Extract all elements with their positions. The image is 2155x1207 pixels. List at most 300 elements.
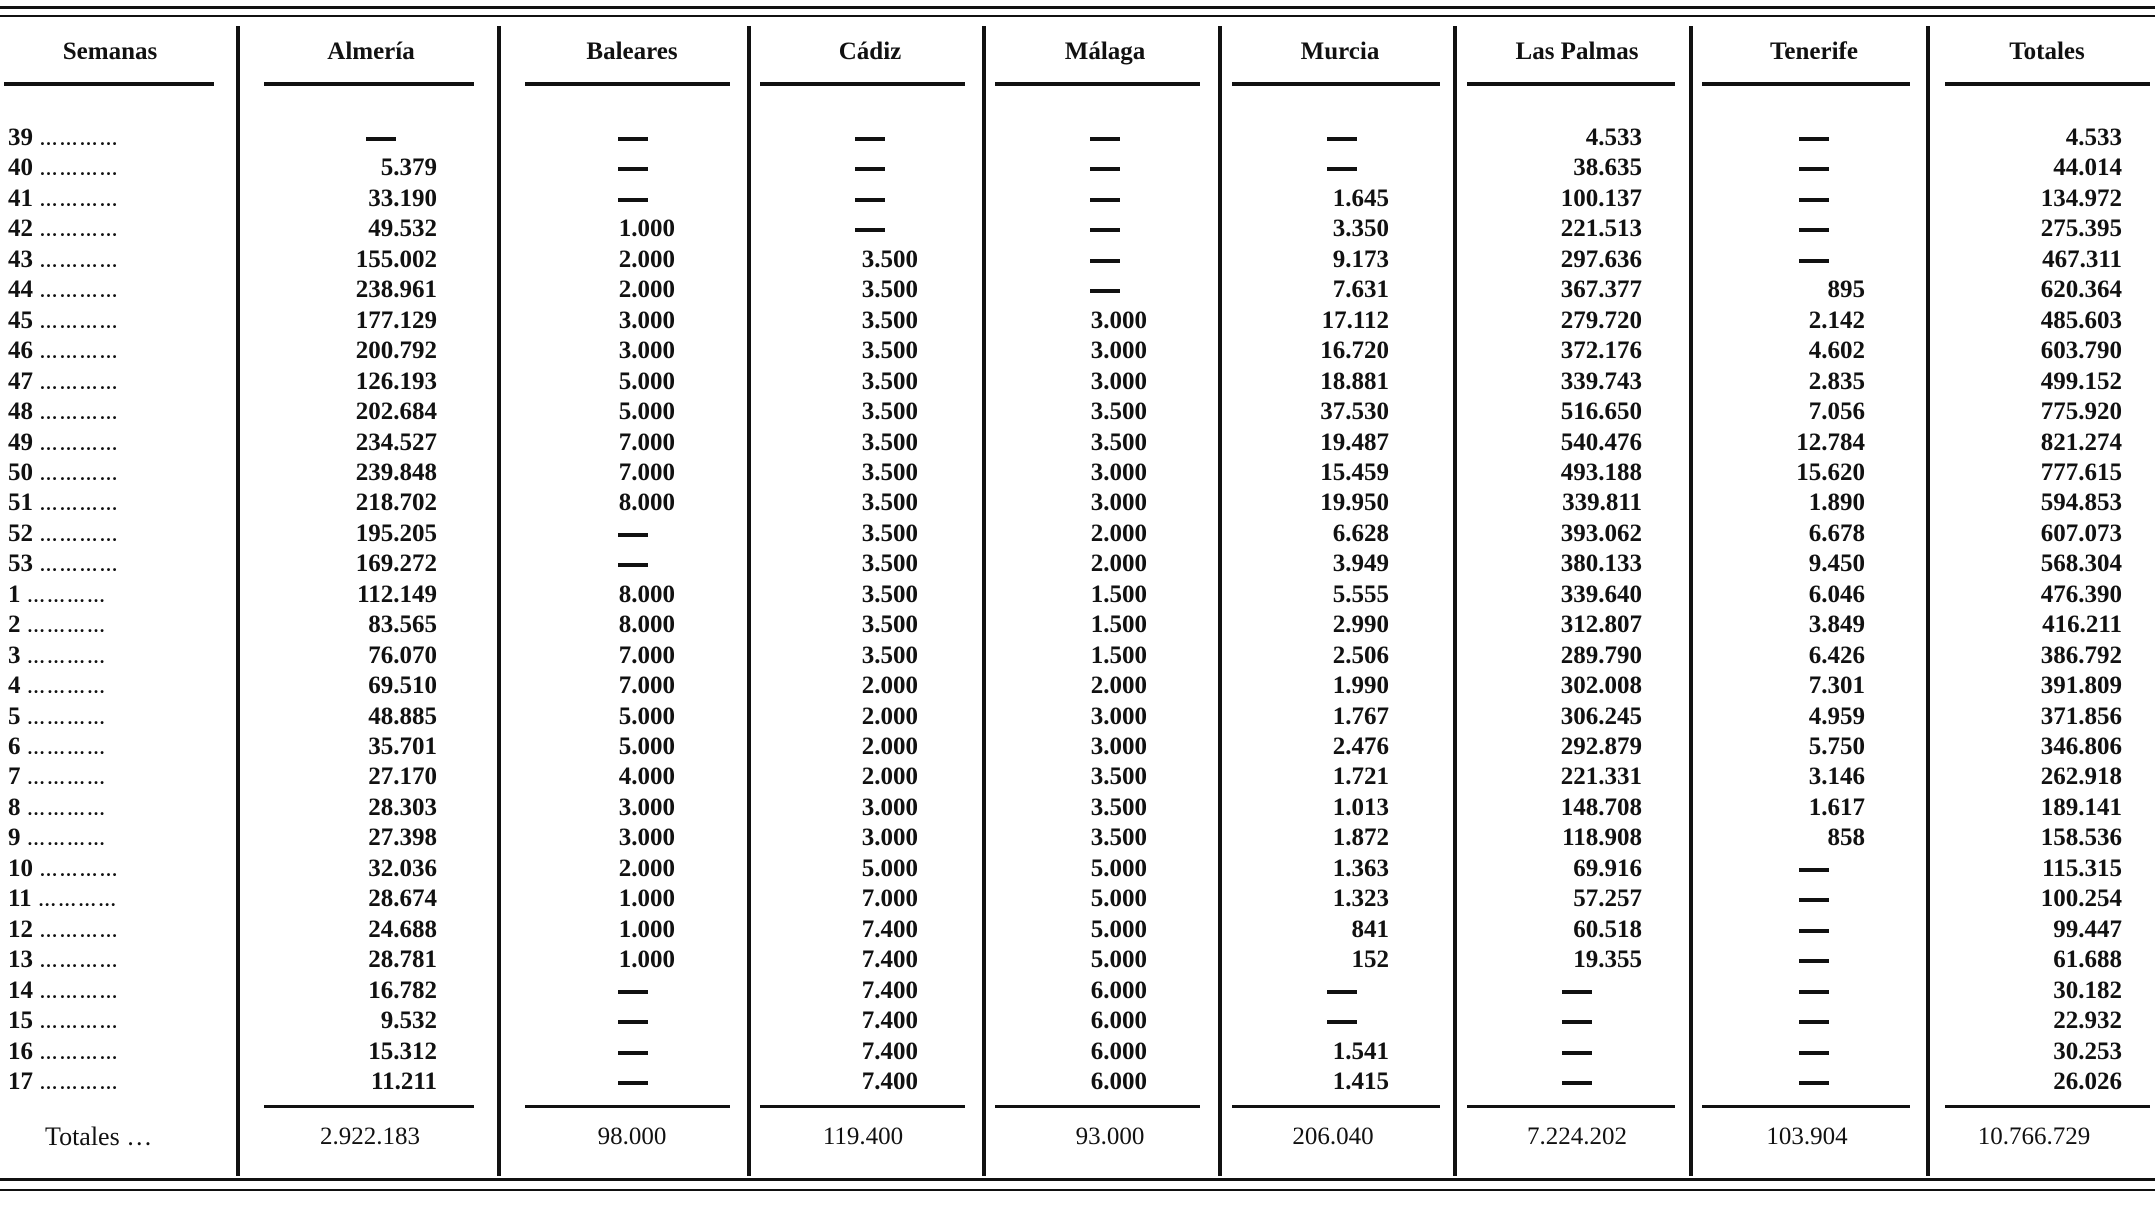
- week-label: 16 …………: [8, 1037, 120, 1068]
- table-cell: 2.000: [1090, 550, 1147, 578]
- empty-dash: [1799, 990, 1829, 994]
- top-rule-2: [0, 15, 2155, 17]
- table-cell: 516.650: [1560, 398, 1642, 426]
- table-cell: 1.500: [1090, 641, 1147, 669]
- table-cell: 19.355: [1573, 946, 1642, 974]
- week-label: 5 …………: [8, 702, 107, 733]
- table-cell: 620.364: [2040, 276, 2122, 304]
- bottom-rule: [0, 1178, 2155, 1181]
- empty-dash: [618, 167, 648, 171]
- table-cell: 499.152: [2040, 367, 2122, 395]
- table-cell: 115.315: [2042, 854, 2122, 882]
- table-cell: 6.678: [1808, 519, 1865, 547]
- table-cell: 7.000: [618, 672, 675, 700]
- table-cell: 7.400: [861, 915, 918, 943]
- table-cell: 2.000: [861, 702, 918, 730]
- empty-dash: [618, 137, 648, 141]
- table-cell: 306.245: [1560, 702, 1642, 730]
- table-cell: 391.809: [2040, 672, 2122, 700]
- table-cell: 11.211: [371, 1067, 437, 1095]
- table-cell: 30.182: [2053, 976, 2122, 1004]
- table-cell: 148.708: [1560, 793, 1642, 821]
- table-cell: 44.014: [2053, 154, 2122, 182]
- table-cell: 2.000: [618, 245, 675, 273]
- table-cell: 126.193: [355, 367, 437, 395]
- table-cell: 5.555: [1332, 580, 1389, 608]
- empty-dash: [618, 1020, 648, 1024]
- table-cell: 3.500: [1090, 793, 1147, 821]
- week-label: 8 …………: [8, 793, 107, 824]
- table-cell: 5.000: [1090, 885, 1147, 913]
- empty-dash: [1562, 1051, 1592, 1055]
- column-header: Totales: [2009, 38, 2085, 65]
- totals-cell: 103.904: [1766, 1123, 1848, 1150]
- table-cell: 6.628: [1332, 519, 1389, 547]
- table-cell: 3.500: [861, 245, 918, 273]
- top-rule: [0, 6, 2155, 9]
- table-cell: 5.000: [618, 733, 675, 760]
- empty-dash: [1090, 289, 1120, 293]
- table-cell: 238.961: [355, 276, 437, 304]
- totals-cell: 206.040: [1292, 1123, 1374, 1150]
- table-cell: 2.000: [618, 276, 675, 304]
- totals-rule: [525, 1105, 730, 1108]
- table-cell: 5.750: [1808, 733, 1865, 760]
- table-cell: 5.000: [1090, 915, 1147, 943]
- bottom-rule-2: [0, 1189, 2155, 1191]
- table-cell: 3.000: [861, 793, 918, 821]
- table-cell: 4.533: [2065, 124, 2122, 151]
- empty-dash: [1799, 228, 1829, 232]
- table-cell: 1.767: [1332, 702, 1389, 730]
- header-underline: [264, 82, 474, 86]
- table-cell: 3.000: [1090, 458, 1147, 486]
- table-cell: 1.617: [1808, 793, 1865, 821]
- table-cell: 28.674: [368, 885, 437, 913]
- empty-dash: [1090, 198, 1120, 202]
- header-underline: [1467, 82, 1675, 86]
- week-label: 13 …………: [8, 945, 120, 976]
- totals-rule: [995, 1105, 1200, 1108]
- table-cell: 7.400: [861, 976, 918, 1004]
- totals-cell: 7.224.202: [1527, 1123, 1627, 1150]
- table-cell: 35.701: [368, 733, 437, 760]
- table-cell: 3.000: [618, 824, 675, 852]
- table-cell: 841: [1351, 915, 1389, 943]
- table-cell: 339.640: [1560, 580, 1642, 608]
- table-cell: 3.500: [861, 428, 918, 456]
- totals-cell: 2.922.183: [320, 1123, 420, 1150]
- empty-dash: [1799, 898, 1829, 902]
- table-cell: 12.784: [1796, 428, 1865, 456]
- table-cell: 3.000: [1090, 337, 1147, 365]
- table-cell: 5.000: [618, 702, 675, 730]
- table-cell: 3.500: [1090, 398, 1147, 426]
- table-cell: 152: [1351, 946, 1389, 974]
- table-cell: 2.000: [861, 763, 918, 791]
- table-cell: 3.500: [861, 641, 918, 669]
- column-divider: [1218, 26, 1222, 1176]
- table-cell: 416.211: [2042, 611, 2122, 639]
- table-cell: 1.645: [1332, 184, 1389, 212]
- table-cell: 17.112: [1321, 306, 1389, 334]
- table-cell: 202.684: [355, 398, 437, 426]
- empty-dash: [618, 1081, 648, 1085]
- table-cell: 7.000: [618, 641, 675, 669]
- table-cell: 367.377: [1560, 276, 1642, 304]
- column-header: Las Palmas: [1515, 38, 1639, 65]
- table-cell: 7.000: [861, 885, 918, 913]
- table-cell: 32.036: [368, 854, 437, 882]
- table-cell: 6.000: [1090, 1037, 1147, 1065]
- table-cell: 112.149: [357, 580, 437, 608]
- table-cell: 15.312: [368, 1037, 437, 1065]
- table-cell: 24.688: [368, 915, 437, 943]
- table-cell: 9.532: [380, 1007, 437, 1035]
- empty-dash: [1562, 1081, 1592, 1085]
- table-cell: 3.500: [861, 337, 918, 365]
- table-cell: 3.949: [1332, 550, 1389, 578]
- column-header: Cádiz: [838, 38, 902, 65]
- table-cell: 2.000: [618, 854, 675, 882]
- table-cell: 3.000: [1090, 306, 1147, 334]
- table-cell: 3.000: [1090, 367, 1147, 395]
- table-cell: 7.400: [861, 1007, 918, 1035]
- table-cell: 3.500: [861, 367, 918, 395]
- week-label: 53 …………: [8, 549, 120, 580]
- totals-rule: [1467, 1105, 1675, 1108]
- table-cell: 15.620: [1796, 458, 1865, 486]
- table-cell: 1.500: [1090, 580, 1147, 608]
- header-underline: [1232, 82, 1440, 86]
- table-cell: 16.720: [1320, 337, 1389, 365]
- table-cell: 37.530: [1320, 398, 1389, 426]
- empty-dash: [618, 533, 648, 537]
- table-cell: 30.253: [2053, 1037, 2122, 1065]
- totals-cell: 119.400: [822, 1123, 904, 1150]
- week-label: 41 …………: [8, 184, 120, 215]
- table-cell: 19.950: [1320, 489, 1389, 517]
- table-cell: 607.073: [2040, 519, 2122, 547]
- week-label: 44 …………: [8, 275, 120, 306]
- empty-dash: [1799, 1020, 1829, 1024]
- week-label: 52 …………: [8, 519, 120, 550]
- table-cell: 1.000: [618, 885, 675, 913]
- table-cell: 279.720: [1560, 306, 1642, 334]
- table-cell: 3.000: [618, 793, 675, 821]
- table-cell: 7.000: [618, 428, 675, 456]
- header-underline: [995, 82, 1200, 86]
- week-label: 11 …………: [8, 884, 118, 915]
- header-underline: [760, 82, 965, 86]
- table-cell: 38.635: [1573, 154, 1642, 182]
- table-cell: 3.000: [1090, 489, 1147, 517]
- table-cell: 476.390: [2040, 580, 2122, 608]
- table-cell: 28.303: [368, 793, 437, 821]
- table-cell: 49.532: [368, 215, 437, 243]
- column-header: Almería: [327, 38, 415, 65]
- table-cell: 262.918: [2040, 763, 2122, 791]
- table-cell: 3.500: [1090, 428, 1147, 456]
- table-cell: 568.304: [2040, 550, 2122, 578]
- table-cell: 346.806: [2040, 733, 2122, 760]
- column-header: Semanas: [62, 38, 158, 65]
- column-divider: [497, 26, 501, 1176]
- week-label: 2 …………: [8, 610, 107, 641]
- week-label: 47 …………: [8, 367, 120, 398]
- table-cell: 8.000: [618, 580, 675, 608]
- table-cell: 297.636: [1560, 245, 1642, 273]
- table-cell: 69.916: [1573, 854, 1642, 882]
- table-cell: 5.379: [380, 154, 437, 182]
- week-label: 40 …………: [8, 153, 120, 184]
- table-cell: 5.000: [861, 854, 918, 882]
- table-cell: 5.000: [1090, 946, 1147, 974]
- week-label: 15 …………: [8, 1006, 120, 1037]
- table-cell: 99.447: [2053, 915, 2122, 943]
- table-cell: 158.536: [2040, 824, 2122, 852]
- column-divider: [236, 26, 240, 1176]
- week-label: 42 …………: [8, 214, 120, 245]
- table-cell: 6.000: [1090, 1067, 1147, 1095]
- table-cell: 4.533: [1585, 124, 1642, 151]
- week-label: 1 …………: [8, 580, 107, 611]
- table-cell: 4.000: [618, 763, 675, 791]
- totals-rule: [760, 1105, 965, 1108]
- table-cell: 1.323: [1332, 885, 1389, 913]
- totals-rule: [1945, 1105, 2150, 1108]
- header-underline: [1945, 82, 2150, 86]
- empty-dash: [366, 137, 396, 141]
- week-label: 43 …………: [8, 245, 120, 276]
- empty-dash: [1799, 167, 1829, 171]
- empty-dash: [855, 228, 885, 232]
- week-label: 46 …………: [8, 336, 120, 367]
- table-cell: 3.000: [618, 306, 675, 334]
- table-cell: 134.972: [2040, 184, 2122, 212]
- empty-dash: [618, 990, 648, 994]
- empty-dash: [1799, 198, 1829, 202]
- table-cell: 3.500: [861, 611, 918, 639]
- table-cell: 3.500: [1090, 763, 1147, 791]
- table-cell: 3.146: [1808, 763, 1865, 791]
- table-cell: 18.881: [1320, 367, 1389, 395]
- table-cell: 22.932: [2053, 1007, 2122, 1035]
- table-cell: 7.301: [1808, 672, 1865, 700]
- table-cell: 2.142: [1808, 306, 1865, 334]
- table-cell: 6.046: [1808, 580, 1865, 608]
- column-header: Murcia: [1300, 38, 1380, 65]
- table-cell: 195.205: [355, 519, 437, 547]
- table-cell: 118.908: [1562, 824, 1642, 852]
- table-cell: 339.811: [1562, 489, 1642, 517]
- table-cell: 1.541: [1332, 1037, 1389, 1065]
- table-cell: 775.920: [2040, 398, 2122, 426]
- table-cell: 3.500: [861, 489, 918, 517]
- table-cell: 200.792: [355, 337, 437, 365]
- empty-dash: [1090, 167, 1120, 171]
- totals-cell: 93.000: [1075, 1123, 1145, 1150]
- table-cell: 1.721: [1332, 763, 1389, 791]
- table-cell: 3.500: [861, 458, 918, 486]
- table-cell: 221.513: [1560, 215, 1642, 243]
- table-cell: 540.476: [1560, 428, 1642, 456]
- table-cell: 302.008: [1560, 672, 1642, 700]
- table-cell: 2.990: [1332, 611, 1389, 639]
- table-cell: 189.141: [2040, 793, 2122, 821]
- totals-cell: 98.000: [597, 1123, 667, 1150]
- column-divider: [1926, 26, 1930, 1176]
- table-cell: 83.565: [368, 611, 437, 639]
- table-cell: 1.500: [1090, 611, 1147, 639]
- table-cell: 895: [1827, 276, 1865, 304]
- table-cell: 2.476: [1332, 733, 1389, 760]
- table-cell: 1.000: [618, 915, 675, 943]
- empty-dash: [1562, 990, 1592, 994]
- table-cell: 6.000: [1090, 976, 1147, 1004]
- empty-dash: [618, 198, 648, 202]
- empty-dash: [1327, 167, 1357, 171]
- totals-label: Totales …: [45, 1122, 152, 1152]
- table-cell: 48.885: [368, 702, 437, 730]
- table-cell: 155.002: [355, 245, 437, 273]
- empty-dash: [1562, 1020, 1592, 1024]
- totals-rule: [264, 1105, 474, 1108]
- table-cell: 467.311: [2042, 245, 2122, 273]
- column-divider: [982, 26, 986, 1176]
- table-cell: 3.000: [618, 337, 675, 365]
- table-cell: 393.062: [1560, 519, 1642, 547]
- table-cell: 5.000: [618, 367, 675, 395]
- table-cell: 2.835: [1808, 367, 1865, 395]
- table-cell: 1.000: [618, 946, 675, 974]
- table-cell: 1.013: [1332, 793, 1389, 821]
- week-label: 14 …………: [8, 976, 120, 1007]
- table-cell: 485.603: [2040, 306, 2122, 334]
- table-cell: 1.000: [618, 215, 675, 243]
- table-cell: 275.395: [2040, 215, 2122, 243]
- week-label: 12 …………: [8, 915, 120, 946]
- table-cell: 3.500: [861, 398, 918, 426]
- table-cell: 3.000: [861, 824, 918, 852]
- table-cell: 2.000: [1090, 519, 1147, 547]
- table-cell: 61.688: [2053, 946, 2122, 974]
- totals-rule: [1702, 1105, 1910, 1108]
- table-cell: 2.000: [1090, 672, 1147, 700]
- table-cell: 7.400: [861, 1037, 918, 1065]
- table-cell: 777.615: [2040, 458, 2122, 486]
- table-cell: 4.602: [1808, 337, 1865, 365]
- table-cell: 57.257: [1573, 885, 1642, 913]
- week-label: 3 …………: [8, 641, 107, 672]
- table-cell: 7.400: [861, 946, 918, 974]
- table-cell: 3.000: [1090, 733, 1147, 760]
- table-cell: 380.133: [1560, 550, 1642, 578]
- table-cell: 5.000: [1090, 854, 1147, 882]
- column-divider: [1453, 26, 1457, 1176]
- table-cell: 5.000: [618, 398, 675, 426]
- empty-dash: [1327, 1020, 1357, 1024]
- table-cell: 3.500: [861, 276, 918, 304]
- column-divider: [747, 26, 751, 1176]
- column-header: Málaga: [1064, 38, 1146, 65]
- week-label: 6 …………: [8, 732, 107, 763]
- table-cell: 4.959: [1808, 702, 1865, 730]
- table-cell: 7.400: [861, 1067, 918, 1095]
- table-cell: 3.500: [861, 519, 918, 547]
- week-label: 50 …………: [8, 458, 120, 489]
- empty-dash: [1327, 990, 1357, 994]
- totals-cell: 10.766.729: [1977, 1123, 2091, 1150]
- table-cell: 1.890: [1808, 489, 1865, 517]
- header-underline: [4, 82, 214, 86]
- table-cell: 371.856: [2040, 702, 2122, 730]
- table-cell: 15.459: [1320, 458, 1389, 486]
- totals-rule: [1232, 1105, 1440, 1108]
- week-label: 39 …………: [8, 123, 120, 154]
- table-cell: 27.170: [368, 763, 437, 791]
- week-label: 9 …………: [8, 823, 107, 854]
- table-cell: 339.743: [1560, 367, 1642, 395]
- empty-dash: [855, 137, 885, 141]
- empty-dash: [1327, 137, 1357, 141]
- table-cell: 821.274: [2040, 428, 2122, 456]
- column-header: Baleares: [586, 38, 678, 65]
- table-cell: 386.792: [2040, 641, 2122, 669]
- empty-dash: [855, 198, 885, 202]
- table-cell: 234.527: [355, 428, 437, 456]
- empty-dash: [1799, 868, 1829, 872]
- table-cell: 28.781: [368, 946, 437, 974]
- table-cell: 7.631: [1332, 276, 1389, 304]
- week-label: 10 …………: [8, 854, 120, 885]
- week-label: 49 …………: [8, 428, 120, 459]
- empty-dash: [1799, 959, 1829, 963]
- table-cell: 239.848: [355, 458, 437, 486]
- table-cell: 3.849: [1808, 611, 1865, 639]
- table-cell: 177.129: [355, 306, 437, 334]
- table-cell: 1.363: [1332, 854, 1389, 882]
- empty-dash: [1799, 1051, 1829, 1055]
- table-cell: 218.702: [355, 489, 437, 517]
- table-cell: 33.190: [368, 184, 437, 212]
- table-cell: 76.070: [368, 641, 437, 669]
- table-cell: 603.790: [2040, 337, 2122, 365]
- table-cell: 9.173: [1332, 245, 1389, 273]
- table-cell: 221.331: [1560, 763, 1642, 791]
- column-divider: [1689, 26, 1693, 1176]
- table-cell: 6.000: [1090, 1007, 1147, 1035]
- table-cell: 2.506: [1332, 641, 1389, 669]
- table-cell: 289.790: [1560, 641, 1642, 669]
- table-cell: 3.000: [1090, 702, 1147, 730]
- week-label: 51 …………: [8, 488, 120, 519]
- empty-dash: [1799, 259, 1829, 263]
- empty-dash: [1090, 228, 1120, 232]
- table-cell: 100.137: [1560, 184, 1642, 212]
- table-cell: 493.188: [1560, 458, 1642, 486]
- week-label: 17 …………: [8, 1067, 120, 1098]
- header-underline: [1702, 82, 1910, 86]
- table-cell: 169.272: [355, 550, 437, 578]
- week-label: 7 …………: [8, 762, 107, 793]
- empty-dash: [1799, 137, 1829, 141]
- table-cell: 312.807: [1560, 611, 1642, 639]
- empty-dash: [618, 563, 648, 567]
- table-cell: 100.254: [2040, 885, 2122, 913]
- table-cell: 3.500: [861, 580, 918, 608]
- table-cell: 3.350: [1332, 215, 1389, 243]
